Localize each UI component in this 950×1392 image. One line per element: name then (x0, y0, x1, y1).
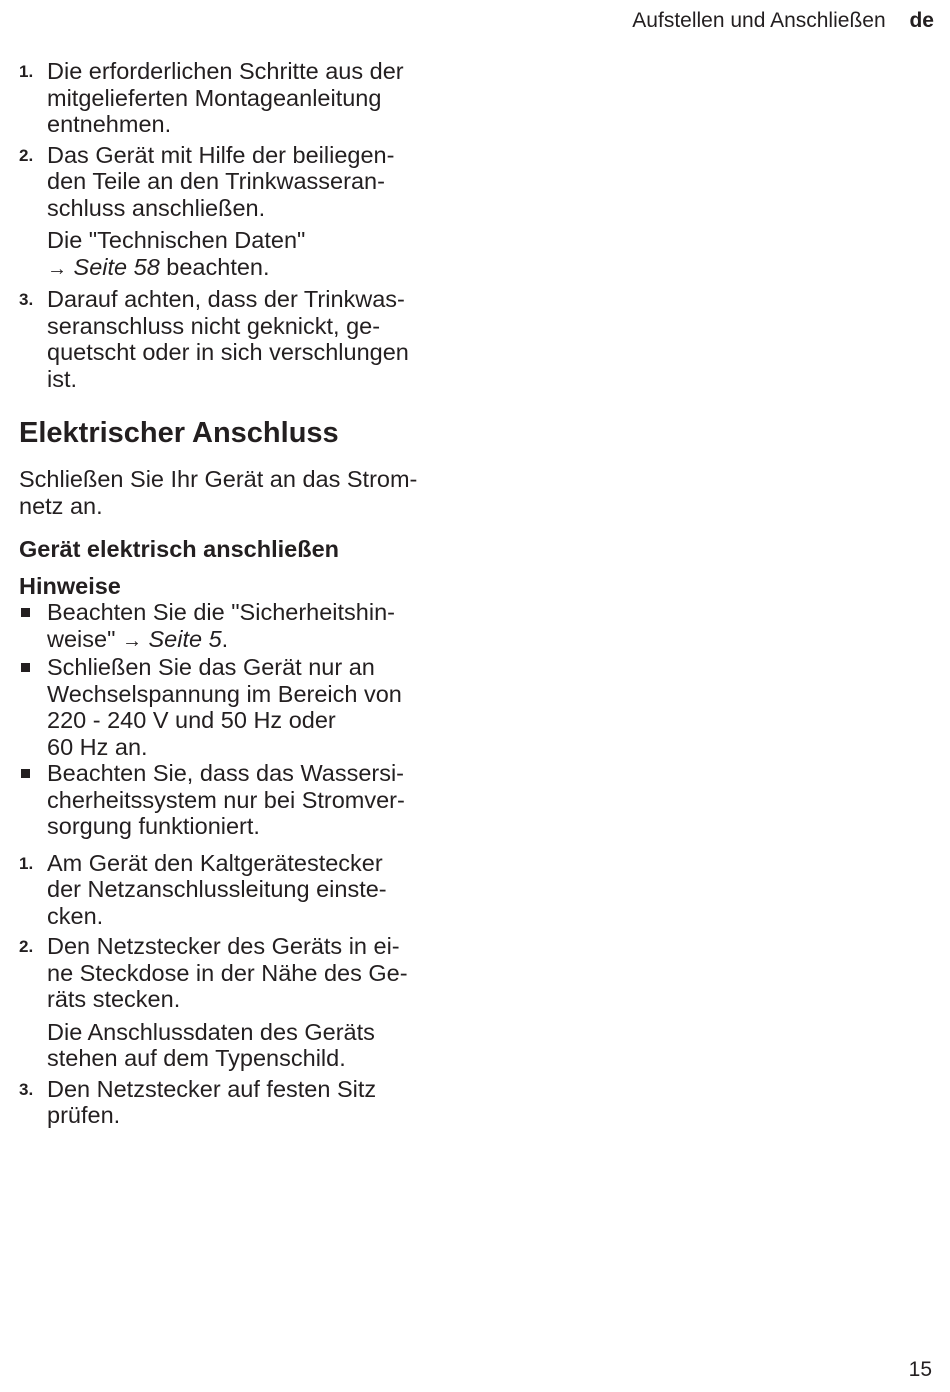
step-number: 1. (19, 62, 34, 81)
step-text-line: ist. (47, 365, 78, 392)
step-text-line: seranschluss nicht geknickt, ge- (47, 312, 381, 339)
step-number: 2. (19, 937, 34, 956)
step-text-line: prüfen. (47, 1102, 121, 1128)
step-1 (19, 58, 459, 138)
note-line: Schließen Sie das Gerät nur an (47, 654, 375, 680)
note-reference-line (47, 626, 459, 655)
content-column (19, 58, 459, 1133)
header-section-title: Aufstellen und Anschließen (632, 9, 886, 32)
subsection-heading: Gerät elektrisch anschließen (19, 536, 340, 562)
square-bullet-icon (21, 769, 30, 778)
section-heading: Elektrischer Anschluss (19, 417, 339, 449)
arrow-right-icon: → (121, 629, 142, 652)
page-reference-link[interactable]: Seite 58 (73, 253, 160, 280)
section-intro (19, 466, 459, 519)
intro-line: netz an. (19, 492, 103, 519)
note-line: Wechselspannung im Bereich von (47, 680, 402, 707)
step-number: 3. (19, 1079, 34, 1099)
step-text-line: cken. (47, 902, 104, 929)
note-line: Beachten Sie die "Sicherheitshin- (47, 599, 395, 625)
step-3 (19, 286, 459, 392)
page-reference-link[interactable]: Seite 5 (148, 625, 222, 652)
note-line: sorgung funktioniert. (47, 813, 260, 839)
note-item (19, 599, 459, 654)
intro-line: Schließen Sie Ihr Gerät an das Strom- (19, 466, 418, 492)
notes-list (19, 599, 459, 840)
note-line: Beachten Sie, dass das Wassersi- (47, 760, 405, 786)
note-item (19, 760, 459, 840)
notes-heading: Hinweise (19, 573, 121, 599)
step-number: 1. (19, 853, 34, 873)
note-line: 60 Hz an. (47, 733, 148, 760)
step-note-suffix: beachten. (159, 253, 270, 280)
step-text-line: Das Gerät mit Hilfe der beiliegen- (47, 141, 395, 168)
step-2 (19, 933, 459, 1072)
step-note-reference-line (47, 254, 459, 283)
note-line: 220 - 240 V und 50 Hz oder (47, 707, 336, 733)
step-text-line: schluss anschließen. (47, 194, 266, 221)
step-number: 3. (19, 290, 34, 309)
step-3 (19, 1076, 459, 1129)
square-bullet-icon (21, 608, 30, 617)
electrical-connection-steps (19, 850, 459, 1129)
note-item (19, 654, 459, 760)
step-text-line: Darauf achten, dass der Trinkwas- (47, 286, 405, 312)
step-text-line: entnehmen. (47, 111, 172, 137)
step-text-line: der Netzanschlussleitung einste- (47, 876, 387, 902)
water-connection-steps (19, 58, 459, 392)
step-text-line: räts stecken. (47, 986, 181, 1012)
note-line: cherheitssystem nur bei Stromver- (47, 786, 405, 813)
step-2 (19, 142, 459, 283)
header-language-code: de (909, 9, 934, 32)
arrow-right-icon: → (47, 257, 67, 280)
note-line-prefix: weise" (47, 625, 122, 652)
step-note (47, 1019, 459, 1072)
step-text-line: Den Netzstecker des Geräts in ei- (47, 933, 400, 959)
step-text-line: den Teile an den Trinkwasseran- (47, 168, 385, 194)
step-text-line: mitgelieferten Montageanleitung (47, 84, 382, 111)
square-bullet-icon (21, 663, 30, 672)
page-number: 15 (908, 1358, 932, 1381)
step-number: 2. (19, 145, 34, 165)
step-note-line: stehen auf dem Typenschild. (47, 1045, 346, 1071)
step-text-line: ne Steckdose in der Nähe des Ge- (47, 959, 408, 986)
note-line-suffix: . (221, 625, 229, 652)
step-text-line: Die erforderlichen Schritte aus der (47, 58, 404, 84)
step-note-line: Die "Technischen Daten" (47, 227, 306, 253)
step-text-line: Den Netzstecker auf festen Sitz (47, 1075, 377, 1102)
page-header (632, 8, 934, 34)
step-note-line: Die Anschlussdaten des Geräts (47, 1018, 375, 1045)
step-text-line: Am Gerät den Kaltgerätestecker (47, 849, 383, 876)
step-1 (19, 850, 459, 930)
step-text-line: quetscht oder in sich verschlungen (47, 339, 409, 365)
step-note (47, 227, 459, 282)
